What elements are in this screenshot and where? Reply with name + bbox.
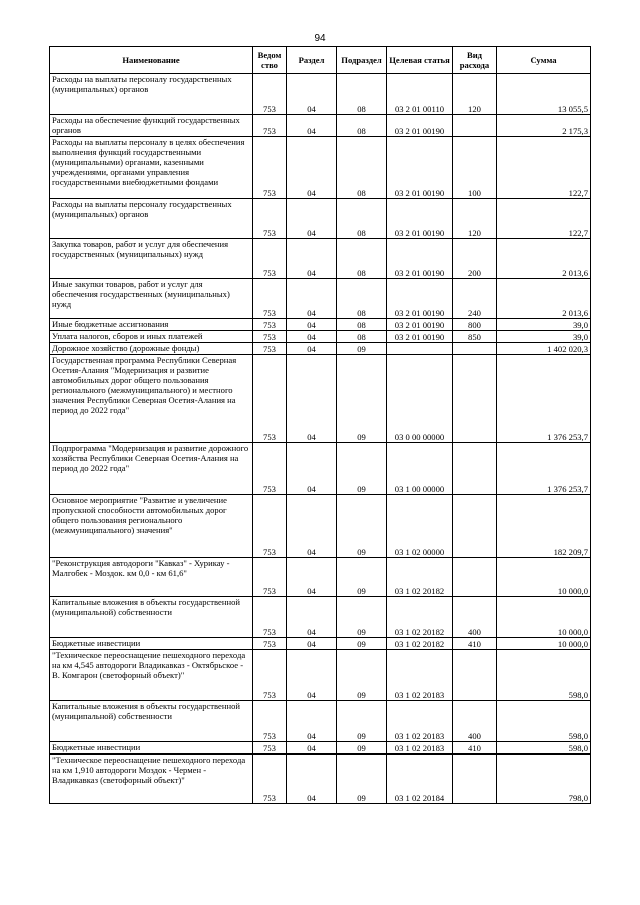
cell-dept: 753 bbox=[253, 319, 287, 331]
cell-section: 04 bbox=[287, 638, 337, 650]
table-row bbox=[50, 742, 591, 755]
cell-dept: 753 bbox=[253, 495, 287, 558]
cell-subsection: 09 bbox=[337, 742, 387, 755]
cell-type bbox=[453, 754, 497, 803]
cell-target: 03 1 02 20182 bbox=[387, 597, 453, 638]
cell-sum: 1 402 020,3 bbox=[497, 343, 591, 355]
cell-type: 200 bbox=[453, 239, 497, 279]
table-row bbox=[50, 558, 591, 597]
cell-target: 03 1 02 20183 bbox=[387, 650, 453, 701]
cell-target: 03 1 02 20182 bbox=[387, 558, 453, 597]
cell-target: 03 2 01 00190 bbox=[387, 239, 453, 279]
cell-subsection: 09 bbox=[337, 638, 387, 650]
table-row bbox=[50, 638, 591, 650]
cell-subsection: 08 bbox=[337, 137, 387, 199]
header-subsection: Подраздел bbox=[337, 47, 387, 74]
table-row bbox=[50, 239, 591, 279]
cell-name: Капитальные вложения в объекты государственной (муниципальной) собственности bbox=[50, 701, 253, 742]
table-row bbox=[50, 199, 591, 239]
cell-sum: 1 376 253,7 bbox=[497, 355, 591, 443]
cell-type bbox=[453, 343, 497, 355]
cell-section: 04 bbox=[287, 701, 337, 742]
cell-section: 04 bbox=[287, 355, 337, 443]
header-sum: Сумма bbox=[497, 47, 591, 74]
cell-subsection: 08 bbox=[337, 279, 387, 319]
cell-dept: 753 bbox=[253, 355, 287, 443]
cell-type: 800 bbox=[453, 319, 497, 331]
cell-name: "Техническое переоснащение пешеходного перехода на км 1,910 автодороги Моздок - Чермен - Владикавказ (светофорный объект)" bbox=[50, 754, 253, 803]
cell-target: 03 1 02 20183 bbox=[387, 701, 453, 742]
cell-type: 400 bbox=[453, 701, 497, 742]
cell-target: 03 2 01 00190 bbox=[387, 115, 453, 137]
cell-subsection: 08 bbox=[337, 239, 387, 279]
table-row bbox=[50, 650, 591, 701]
cell-subsection: 09 bbox=[337, 650, 387, 701]
cell-dept: 753 bbox=[253, 115, 287, 137]
cell-sum: 2 175,3 bbox=[497, 115, 591, 137]
cell-name: Дорожное хозяйство (дорожные фонды) bbox=[50, 343, 253, 355]
cell-section: 04 bbox=[287, 597, 337, 638]
cell-dept: 753 bbox=[253, 239, 287, 279]
cell-subsection: 09 bbox=[337, 558, 387, 597]
cell-section: 04 bbox=[287, 742, 337, 755]
header-type: Вид расхода bbox=[453, 47, 497, 74]
cell-sum: 13 055,5 bbox=[497, 74, 591, 115]
cell-type: 120 bbox=[453, 199, 497, 239]
cell-sum: 2 013,6 bbox=[497, 239, 591, 279]
table-row bbox=[50, 74, 591, 115]
cell-sum: 598,0 bbox=[497, 650, 591, 701]
cell-subsection: 08 bbox=[337, 319, 387, 331]
cell-type: 410 bbox=[453, 742, 497, 755]
cell-name: Подпрограмма "Модернизация и развитие дорожного хозяйства Республики Северная Осетия-Алания на период до 2022 года" bbox=[50, 443, 253, 495]
table-row bbox=[50, 495, 591, 558]
cell-target: 03 1 02 20183 bbox=[387, 742, 453, 755]
cell-section: 04 bbox=[287, 343, 337, 355]
cell-dept: 753 bbox=[253, 443, 287, 495]
cell-dept: 753 bbox=[253, 597, 287, 638]
cell-name: Расходы на выплаты персоналу в целях обеспечения выполнения функций государственными (муниципальными) органами, казенными учреждениями, органами управления государственными внебюджетными фондами bbox=[50, 137, 253, 199]
cell-type bbox=[453, 443, 497, 495]
cell-subsection: 09 bbox=[337, 701, 387, 742]
cell-dept: 753 bbox=[253, 558, 287, 597]
table-row bbox=[50, 137, 591, 199]
cell-section: 04 bbox=[287, 443, 337, 495]
cell-sum: 10 000,0 bbox=[497, 638, 591, 650]
cell-type bbox=[453, 558, 497, 597]
cell-sum: 122,7 bbox=[497, 199, 591, 239]
cell-dept: 753 bbox=[253, 638, 287, 650]
cell-type: 100 bbox=[453, 137, 497, 199]
cell-sum: 798,0 bbox=[497, 754, 591, 803]
cell-name: Расходы на выплаты персоналу государственных (муниципальных) органов bbox=[50, 74, 253, 115]
table-row bbox=[50, 115, 591, 137]
cell-subsection: 09 bbox=[337, 495, 387, 558]
cell-subsection: 08 bbox=[337, 331, 387, 343]
cell-sum: 122,7 bbox=[497, 137, 591, 199]
cell-dept: 753 bbox=[253, 754, 287, 803]
header-dept: Ведом ство bbox=[253, 47, 287, 74]
cell-dept: 753 bbox=[253, 742, 287, 755]
cell-subsection: 09 bbox=[337, 597, 387, 638]
cell-type: 400 bbox=[453, 597, 497, 638]
cell-dept: 753 bbox=[253, 279, 287, 319]
cell-name: Иные закупки товаров, работ и услуг для обеспечения государственных (муниципальных) нужд bbox=[50, 279, 253, 319]
table-row bbox=[50, 331, 591, 343]
cell-target: 03 1 02 20182 bbox=[387, 638, 453, 650]
cell-subsection: 09 bbox=[337, 343, 387, 355]
cell-section: 04 bbox=[287, 74, 337, 115]
cell-dept: 753 bbox=[253, 74, 287, 115]
cell-section: 04 bbox=[287, 650, 337, 701]
cell-target: 03 0 00 00000 bbox=[387, 355, 453, 443]
cell-subsection: 08 bbox=[337, 74, 387, 115]
table-row bbox=[50, 355, 591, 443]
table-row bbox=[50, 319, 591, 331]
cell-name: Закупка товаров, работ и услуг для обеспечения государственных (муниципальных) нужд bbox=[50, 239, 253, 279]
cell-section: 04 bbox=[287, 754, 337, 803]
cell-name: Государственная программа Республики Северная Осетия-Алания "Модернизация и развитие автомобильных дорог общего пользования регионального (межмуниципального) и местного значения Республики Северная Осетия-Алания на период до 2022 года" bbox=[50, 355, 253, 443]
cell-section: 04 bbox=[287, 495, 337, 558]
cell-name: "Реконструкция автодороги "Кавказ" - Хурикау - Малгобек - Моздок. км 0,0 - км 61,6" bbox=[50, 558, 253, 597]
cell-sum: 182 209,7 bbox=[497, 495, 591, 558]
cell-target: 03 1 00 00000 bbox=[387, 443, 453, 495]
table-row bbox=[50, 343, 591, 355]
table-row bbox=[50, 701, 591, 742]
table-row bbox=[50, 597, 591, 638]
table-row bbox=[50, 443, 591, 495]
cell-target bbox=[387, 343, 453, 355]
cell-sum: 1 376 253,7 bbox=[497, 443, 591, 495]
cell-target: 03 1 02 00000 bbox=[387, 495, 453, 558]
cell-name: Расходы на выплаты персоналу государственных (муниципальных) органов bbox=[50, 199, 253, 239]
cell-name: Уплата налогов, сборов и иных платежей bbox=[50, 331, 253, 343]
budget-table bbox=[49, 46, 591, 804]
cell-sum: 10 000,0 bbox=[497, 558, 591, 597]
cell-target: 03 2 01 00110 bbox=[387, 74, 453, 115]
cell-target: 03 1 02 20184 bbox=[387, 754, 453, 803]
cell-name: "Техническое переоснащение пешеходного перехода на км 4,545 автодороги Владикавказ - Октябрьское - В. Комгарон (светофорный объект)" bbox=[50, 650, 253, 701]
cell-section: 04 bbox=[287, 331, 337, 343]
cell-type bbox=[453, 115, 497, 137]
cell-type bbox=[453, 495, 497, 558]
cell-target: 03 2 01 00190 bbox=[387, 137, 453, 199]
cell-subsection: 09 bbox=[337, 754, 387, 803]
cell-name: Иные бюджетные ассигнования bbox=[50, 319, 253, 331]
cell-name: Бюджетные инвестиции bbox=[50, 638, 253, 650]
cell-name: Расходы на обеспечение функций государственных органов bbox=[50, 115, 253, 137]
cell-subsection: 08 bbox=[337, 199, 387, 239]
cell-name: Капитальные вложения в объекты государственной (муниципальной) собственности bbox=[50, 597, 253, 638]
cell-sum: 598,0 bbox=[497, 701, 591, 742]
cell-type: 120 bbox=[453, 74, 497, 115]
header-name: Наименование bbox=[50, 47, 253, 74]
cell-type: 850 bbox=[453, 331, 497, 343]
cell-name: Основное мероприятие "Развитие и увеличение пропускной способности автомобильных дорог общего пользования регионального (межмуниципального) значения" bbox=[50, 495, 253, 558]
cell-type bbox=[453, 650, 497, 701]
cell-type bbox=[453, 355, 497, 443]
cell-dept: 753 bbox=[253, 137, 287, 199]
cell-section: 04 bbox=[287, 199, 337, 239]
cell-sum: 39,0 bbox=[497, 319, 591, 331]
cell-type: 240 bbox=[453, 279, 497, 319]
table-row bbox=[50, 754, 591, 803]
table-row bbox=[50, 279, 591, 319]
cell-section: 04 bbox=[287, 319, 337, 331]
cell-subsection: 09 bbox=[337, 355, 387, 443]
cell-subsection: 08 bbox=[337, 115, 387, 137]
cell-section: 04 bbox=[287, 137, 337, 199]
cell-dept: 753 bbox=[253, 199, 287, 239]
cell-section: 04 bbox=[287, 115, 337, 137]
cell-name: Бюджетные инвестиции bbox=[50, 742, 253, 755]
cell-section: 04 bbox=[287, 558, 337, 597]
cell-target: 03 2 01 00190 bbox=[387, 331, 453, 343]
cell-sum: 10 000,0 bbox=[497, 597, 591, 638]
header-target: Целевая статья bbox=[387, 47, 453, 74]
cell-sum: 598,0 bbox=[497, 742, 591, 755]
cell-dept: 753 bbox=[253, 701, 287, 742]
cell-dept: 753 bbox=[253, 650, 287, 701]
cell-target: 03 2 01 00190 bbox=[387, 279, 453, 319]
cell-subsection: 09 bbox=[337, 443, 387, 495]
table-header-row bbox=[50, 47, 591, 74]
cell-sum: 39,0 bbox=[497, 331, 591, 343]
cell-dept: 753 bbox=[253, 343, 287, 355]
cell-section: 04 bbox=[287, 239, 337, 279]
page-number: 94 bbox=[314, 33, 326, 44]
header-section: Раздел bbox=[287, 47, 337, 74]
cell-section: 04 bbox=[287, 279, 337, 319]
cell-target: 03 2 01 00190 bbox=[387, 199, 453, 239]
cell-type: 410 bbox=[453, 638, 497, 650]
cell-sum: 2 013,6 bbox=[497, 279, 591, 319]
cell-dept: 753 bbox=[253, 331, 287, 343]
cell-target: 03 2 01 00190 bbox=[387, 319, 453, 331]
